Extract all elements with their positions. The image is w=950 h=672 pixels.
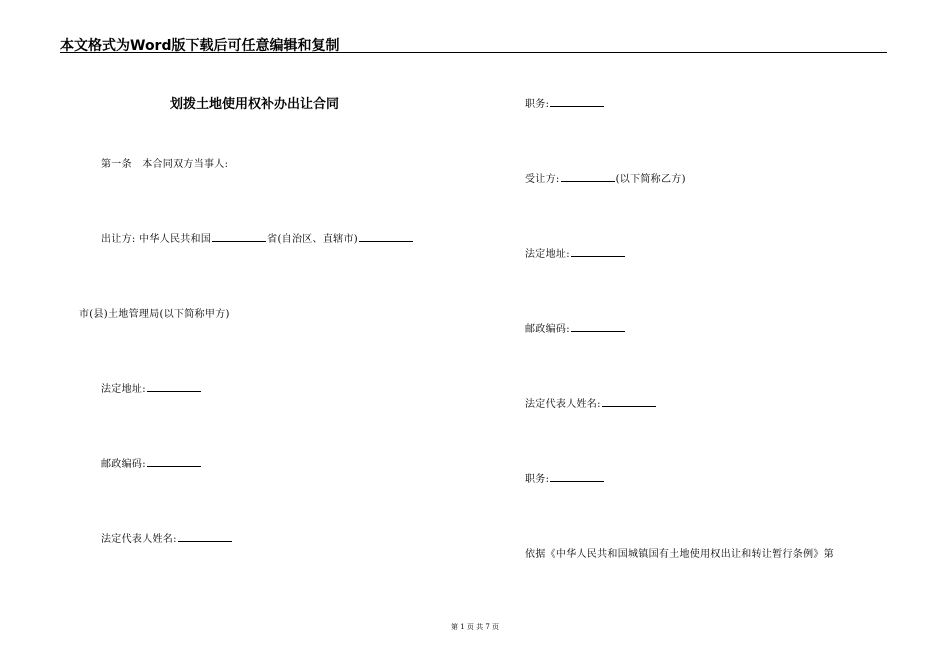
right-address-line: [525, 245, 626, 260]
right-legal-rep-blank[interactable]: [602, 397, 656, 407]
grantee-blank[interactable]: [561, 172, 615, 182]
right-postcode-line: [525, 320, 626, 335]
grantor-prefix: 出让方: 中华人民共和国: [101, 234, 212, 245]
left-legal-rep-line: [101, 530, 233, 545]
right-position-blank-1[interactable]: [550, 97, 604, 107]
basis-text: 依据《中华人民共和国城镇国有土地使用权出让和转让暂行条例》第: [525, 549, 834, 560]
grantee-suffix: (以下简称乙方): [615, 174, 686, 185]
left-legal-rep-label: 法定代表人姓名:: [101, 534, 177, 545]
basis-line: [525, 545, 834, 560]
right-address-blank[interactable]: [571, 247, 625, 257]
grantee-label: 受让方:: [525, 174, 560, 185]
grantor-country-blank[interactable]: [212, 232, 266, 242]
left-address-line: [101, 380, 202, 395]
right-position-label-1: 职务:: [525, 99, 550, 110]
right-postcode-label: 邮政编码:: [525, 324, 570, 335]
document-title: 划拨土地使用权补办出让合同: [170, 97, 340, 112]
right-position-line-1: [525, 95, 605, 110]
right-postcode-blank[interactable]: [571, 322, 625, 332]
right-position-label-2: 职务:: [525, 474, 550, 485]
grantor-province-blank[interactable]: [359, 232, 413, 242]
header-divider: [60, 52, 887, 53]
left-postcode-blank[interactable]: [147, 457, 201, 467]
grantor-province-label: 省(自治区、直辖市): [267, 234, 358, 245]
grantor-continuation: 市(县)土地管理局(以下简称甲方): [79, 309, 230, 320]
right-position-blank-2[interactable]: [550, 472, 604, 482]
article-1-text: 第一条 本合同双方当事人:: [101, 159, 229, 170]
left-postcode-label: 邮政编码:: [101, 459, 146, 470]
left-address-blank[interactable]: [147, 382, 201, 392]
right-legal-rep-label: 法定代表人姓名:: [525, 399, 601, 410]
left-legal-rep-blank[interactable]: [178, 532, 232, 542]
article-1-heading: [101, 155, 228, 170]
right-position-line-2: [525, 470, 605, 485]
page-footer: 第 1 页 共 7 页: [450, 623, 500, 631]
right-legal-rep-line: [525, 395, 657, 410]
grantee-line: [525, 170, 686, 185]
grantor-line: [101, 230, 414, 245]
grantor-continuation-line: [79, 305, 230, 320]
header-title: 本文格式为Word版下载后可任意编辑和复制: [60, 38, 340, 54]
left-address-label: 法定地址:: [101, 384, 146, 395]
left-postcode-line: [101, 455, 202, 470]
right-address-label: 法定地址:: [525, 249, 570, 260]
